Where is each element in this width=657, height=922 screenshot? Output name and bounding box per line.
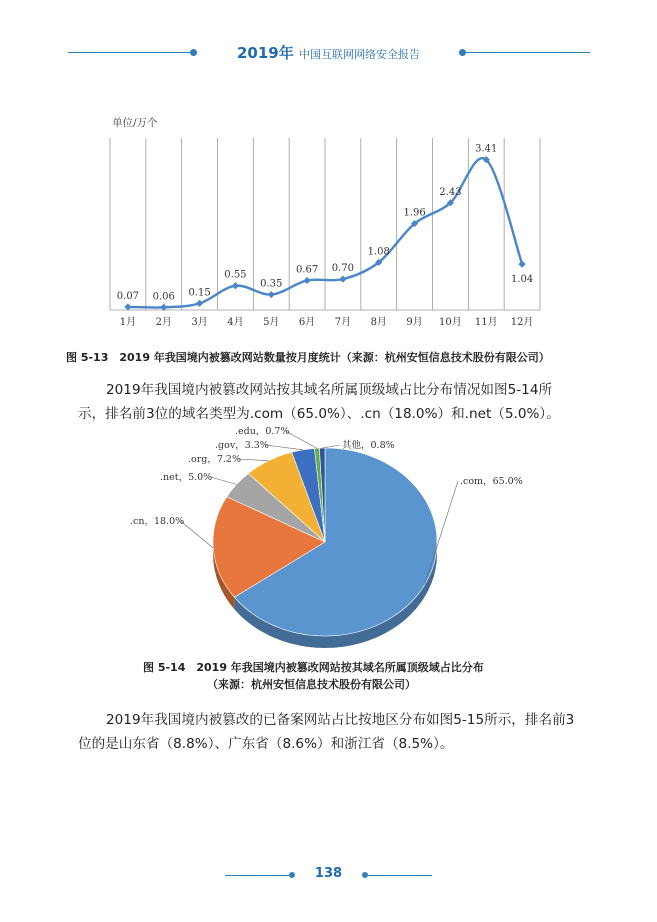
line-point bbox=[268, 291, 275, 298]
x-tick-label: 3月 bbox=[191, 317, 208, 328]
pie-leader-line bbox=[238, 459, 268, 461]
pie-slice-label: 其他，0.8% bbox=[342, 440, 395, 451]
pie-leader-line bbox=[285, 431, 317, 448]
line-point bbox=[196, 300, 203, 307]
paragraph-2-line-1: 2019年我国境内被篡改的已备案网站占比按地区分布如图5-15所示，排名前3 bbox=[106, 712, 575, 728]
pie-slice-label: .com，65.0% bbox=[460, 476, 523, 487]
paragraph-1 bbox=[78, 378, 578, 426]
paragraph-1-line-2: 示，排名前3位的域名类型为.com（65.0%）、.cn（18.0%）和.net（5.0%）。 bbox=[78, 406, 560, 422]
data-label: 2.43 bbox=[439, 186, 462, 198]
line-chart-ylabel: 单位/万个 bbox=[112, 117, 158, 129]
header-year: 2019年 bbox=[237, 44, 294, 62]
data-label: 3.41 bbox=[475, 143, 498, 155]
pie-leader-line bbox=[322, 445, 340, 448]
footer-right-line bbox=[367, 875, 432, 876]
pie-leader-line bbox=[210, 477, 236, 484]
line-point bbox=[124, 303, 131, 310]
data-label: 0.35 bbox=[260, 278, 283, 290]
data-label: 0.67 bbox=[295, 264, 319, 276]
data-label: 0.07 bbox=[116, 290, 140, 302]
header-right-line bbox=[466, 52, 590, 53]
pie-slice-label: .net，5.0% bbox=[160, 472, 213, 483]
tld-distribution-pie-chart bbox=[120, 424, 540, 652]
monthly-tampered-line-chart bbox=[100, 108, 550, 340]
x-tick-label: 12月 bbox=[510, 317, 534, 328]
pie-top-layer bbox=[213, 448, 437, 636]
x-tick-label: 11月 bbox=[474, 317, 498, 328]
figure-5-14-caption-line-2: （来源：杭州安恒信息技术股份有限公司） bbox=[207, 678, 416, 691]
data-label: 1.08 bbox=[367, 246, 390, 258]
x-tick-label: 8月 bbox=[370, 317, 387, 328]
pie-leader-line bbox=[265, 445, 303, 450]
line-point bbox=[303, 277, 310, 284]
data-label: 1.04 bbox=[510, 274, 534, 286]
pie-slice-label: .edu，0.7% bbox=[235, 426, 290, 437]
paragraph-1-line-1: 2019年我国境内被篡改网站按其域名所属顶级域占比分布情况如图5-14所 bbox=[106, 382, 553, 398]
x-tick-label: 2月 bbox=[155, 317, 172, 328]
x-tick-label: 6月 bbox=[298, 317, 316, 328]
x-tick-label: 4月 bbox=[227, 317, 244, 328]
data-label: 0.06 bbox=[152, 291, 175, 303]
pie-slice-label: .org，7.2% bbox=[188, 454, 241, 465]
x-tick-label: 1月 bbox=[119, 317, 137, 328]
line-point bbox=[232, 282, 239, 289]
page-footer bbox=[0, 866, 657, 886]
header-report-title: 中国互联网网络安全报告 bbox=[298, 48, 420, 61]
data-label: 0.55 bbox=[224, 269, 247, 281]
paragraph-2 bbox=[78, 708, 578, 756]
figure-5-14-caption-line-1: 图 5-14 2019 年我国境内被篡改网站按其域名所属顶级域占比分布 bbox=[143, 661, 484, 674]
x-tick-label: 7月 bbox=[334, 317, 352, 328]
data-label: 0.15 bbox=[188, 287, 211, 299]
line-point bbox=[339, 276, 346, 283]
pie-leader-line bbox=[180, 521, 213, 548]
page-header bbox=[0, 38, 657, 68]
data-label: 0.70 bbox=[331, 263, 355, 275]
x-tick-label: 5月 bbox=[263, 317, 280, 328]
x-tick-label: 9月 bbox=[406, 317, 423, 328]
line-chart-x-tick-labels bbox=[120, 316, 534, 328]
pie-slice-label: .cn，18.0% bbox=[130, 516, 185, 527]
paragraph-2-line-2: 位的是山东省（8.8%）、广东省（8.6%）和浙江省（8.5%）。 bbox=[78, 736, 454, 752]
data-label: 1.96 bbox=[403, 207, 426, 219]
figure-5-13-caption: 图 5-13 2019 年我国境内被篡改网站数量按月度统计（来源：杭州安恒信息技术股份有限公司） bbox=[66, 351, 550, 364]
x-tick-label: 10月 bbox=[439, 317, 462, 328]
page-number: 138 bbox=[314, 866, 343, 881]
header-right-dot bbox=[459, 49, 466, 56]
line-point bbox=[518, 261, 525, 268]
pie-slice-label: .gov，3.3% bbox=[215, 440, 269, 451]
